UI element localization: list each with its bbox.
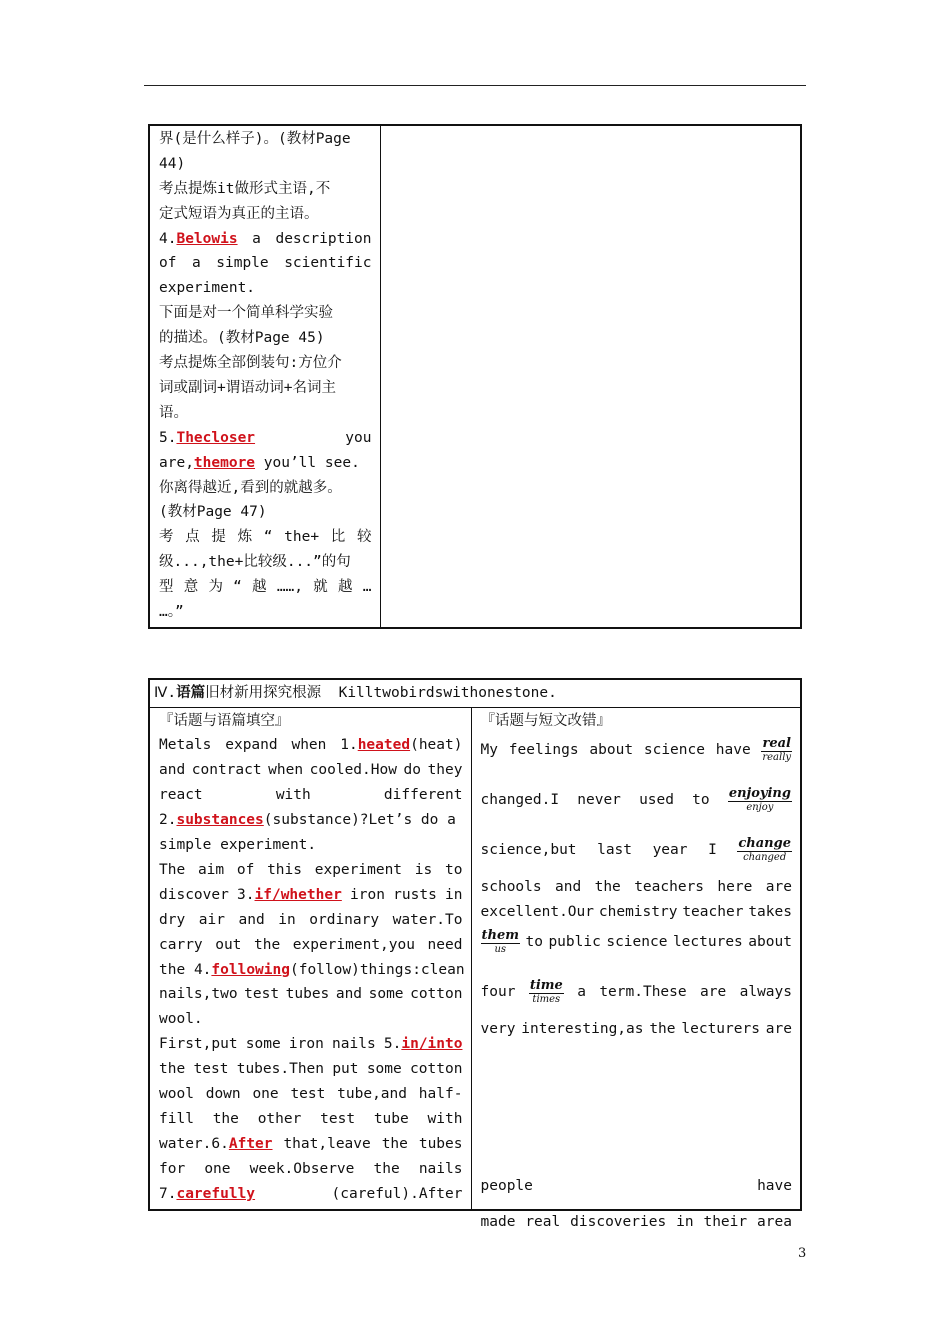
passage-line: nails,two test tubes and some cotton [159, 986, 463, 1003]
section-motto: Killtwobirdswithonestone. [338, 685, 557, 701]
correction-line: changed.I never used to enjoying enjoy [480, 786, 791, 814]
blank-1-answer: heated [357, 737, 411, 754]
text-line: 的描述。(教材Page 45) [159, 330, 325, 347]
text-line: of a simple scientific [159, 255, 372, 272]
item-5-line: 5.Thecloser you [159, 429, 372, 446]
passage-line: discover 3.if/whether iron rusts in [159, 886, 463, 903]
text-line: experiment. [159, 280, 256, 297]
header-rule [144, 85, 806, 86]
text-line: (教材Page 47) [159, 504, 267, 521]
answer-thecloser: Thecloser [176, 429, 256, 446]
passage-line: for one week.Observe the nails [159, 1160, 463, 1177]
blank-2-answer: substances [176, 812, 264, 829]
text-line: 定式短语为真正的主语。 [159, 205, 319, 222]
text-line: 下面是对一个简单科学实验 [159, 305, 333, 322]
section-title: 旧材新用探究根源 [205, 685, 322, 701]
text-line: 考点提炼全部倒装句:方位介 [159, 355, 342, 372]
passage-line: the test tubes.Then put some cotton [159, 1061, 463, 1078]
correction-line: people have [480, 1177, 792, 1194]
correction-mark: them us [481, 928, 519, 956]
page-number: 3 [798, 1246, 807, 1261]
answer-belowis: Belowis [176, 230, 238, 247]
text-line: 44) [159, 155, 186, 172]
passage-line: dry air and in ordinary water.To [159, 911, 463, 928]
correction-line: made real discoveries in their area [480, 1213, 792, 1230]
text-line: …。” [159, 604, 184, 620]
answer-themore: themore [193, 454, 256, 471]
passage-line: Metals expand when 1.heated(heat) [159, 737, 463, 754]
passage-line: fill the other test tube with [159, 1110, 463, 1127]
passage-line: 2.substances(substance)?Let’s do a [159, 812, 456, 829]
fill-in-cell [149, 707, 471, 1210]
section-title-bold: 语篇 [176, 685, 206, 701]
passage-line: First,put some iron nails 5.in/into [159, 1036, 463, 1053]
correction-line: schools and the teachers here are [480, 879, 792, 896]
correction-line: science,but last year I change changed [480, 836, 791, 864]
blank-4-answer: following [211, 961, 290, 978]
correction-line: excellent.Our chemistry teacher takes [480, 904, 792, 921]
correction-line: very interesting,as the lecturers are [480, 1021, 792, 1038]
passage-line: water.6.After that,leave the tubes [159, 1135, 463, 1152]
correction-mark: enjoying enjoy [728, 786, 791, 814]
correction-line: four time times a term.These are always [480, 978, 792, 1006]
passage-line: and contract when cooled.How do they [159, 762, 463, 779]
blank-6-answer: After [228, 1135, 273, 1152]
passage-line: the 4.following (follow)things:clean [159, 961, 465, 978]
text-line: 你离得越近,看到的就越多。 [159, 479, 342, 496]
text-line: 型 意 为 “ 越 ……, 就 越 … [159, 579, 372, 596]
text-line: 考点提炼it做形式主语,不 [159, 180, 331, 197]
notes-left-cell [149, 125, 380, 628]
section-number: Ⅳ. [154, 685, 177, 701]
correction-mark: time times [529, 978, 563, 1006]
section-header [149, 679, 801, 707]
correction-mark: change changed [738, 836, 791, 864]
notes-table [148, 124, 802, 629]
text-line: 考 点 提 炼 “ the+ 比 较 [159, 529, 372, 546]
passage-line: react with different [159, 787, 463, 804]
passage-line: carry out the experiment,you need [159, 936, 463, 953]
passage-line: wool down one test tube,and half- [159, 1086, 463, 1103]
correction-mark: real really [762, 736, 792, 764]
blank-7-answer: carefully [176, 1185, 256, 1202]
text-line: 界(是什么样子)。(教材Page [159, 131, 351, 147]
passage-line: 7.carefully (careful).After [159, 1185, 463, 1202]
error-correction-cell [471, 707, 801, 1230]
text-line: 级...,the+比较级...”的句 [159, 554, 351, 571]
notes-right-cell [380, 125, 801, 628]
blank-3-answer: if/whether [254, 886, 342, 903]
correction-line: My feelings about science have real really [480, 736, 792, 764]
left-title: 『话题与语篇填空』 [159, 712, 290, 729]
passage-line: The aim of this experiment is to [159, 861, 463, 878]
right-title: 『话题与短文改错』 [480, 712, 611, 729]
text-line: 语。 [159, 404, 188, 421]
blank-5-answer: in/into [401, 1036, 463, 1053]
passage-table [148, 678, 802, 1230]
correction-line: them us to public science lectures about [481, 928, 792, 956]
passage-line: wool. [159, 1011, 203, 1028]
text-line: are,themore you’ll see. [159, 454, 360, 471]
passage-line: simple experiment. [159, 837, 317, 853]
text-line: 词或副词+谓语动词+名词主 [159, 379, 336, 396]
item-4-line: 4.Belowis a description [159, 230, 372, 247]
